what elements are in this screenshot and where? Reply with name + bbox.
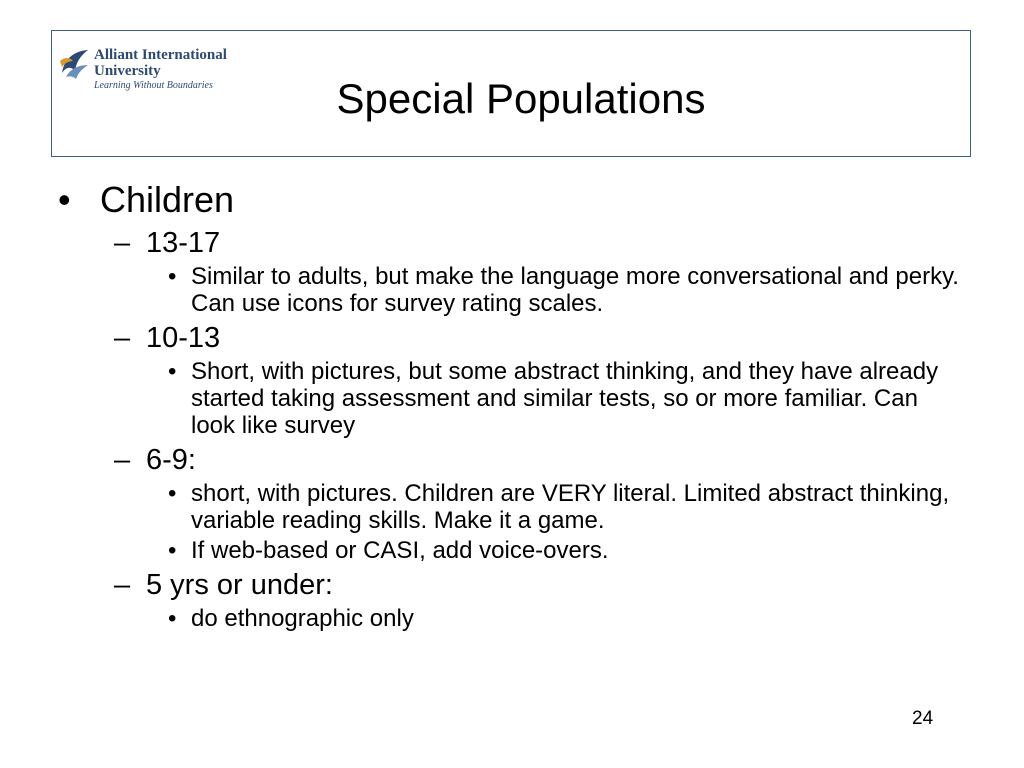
bullet-marker: • [168,605,177,632]
subbullet-text: 6-9: [146,444,196,476]
detail-item [58,605,968,632]
slide-title: Special Populations [336,75,706,122]
subbullet-5-under [58,568,968,602]
logo-name-line1: Alliant International [94,47,227,63]
bullet-marker: • [168,358,177,385]
detail-item [58,358,968,439]
detail-text: short, with pictures. Children are VERY literal. Limited abstract thinking, variable reading skills. Make it a game. [191,480,950,534]
page-number: 24 [912,708,934,729]
subbullet-text: 10-13 [146,322,221,354]
logo-name-line2: University [94,63,161,79]
detail-item [58,263,968,317]
bullet-children [58,178,968,222]
detail-text: If web-based or CASI, add voice-overs. [191,537,609,564]
bullet-marker: • [168,480,177,507]
detail-text: Short, with pictures, but some abstract thinking, and they have already started taking assessment and similar tests, so or more familiar. Can look like survey [191,358,939,439]
dash-marker: – [114,227,131,259]
logo-tagline: Learning Without Boundaries [94,80,213,91]
bullet-marker: • [168,537,177,564]
title-frame [51,30,971,157]
dash-marker: – [114,444,131,476]
subbullet-10-13 [58,321,968,355]
subbullet-text: 5 yrs or under: [146,569,333,601]
dash-marker: – [114,322,131,354]
bullet-marker: • [168,263,177,290]
slide-body [58,178,968,632]
detail-item [58,537,968,564]
detail-text: Similar to adults, but make the language more conversational and perky. Can use icons for survey rating scales. [191,263,959,317]
subbullet-6-9 [58,443,968,477]
detail-text: do ethnographic only [191,605,414,632]
detail-item [58,480,968,534]
subbullet-13-17 [58,226,968,260]
bullet-text: Children [100,179,235,220]
dash-marker: – [114,569,131,601]
bullet-marker: • [58,179,71,220]
subbullet-text: 13-17 [146,227,221,259]
